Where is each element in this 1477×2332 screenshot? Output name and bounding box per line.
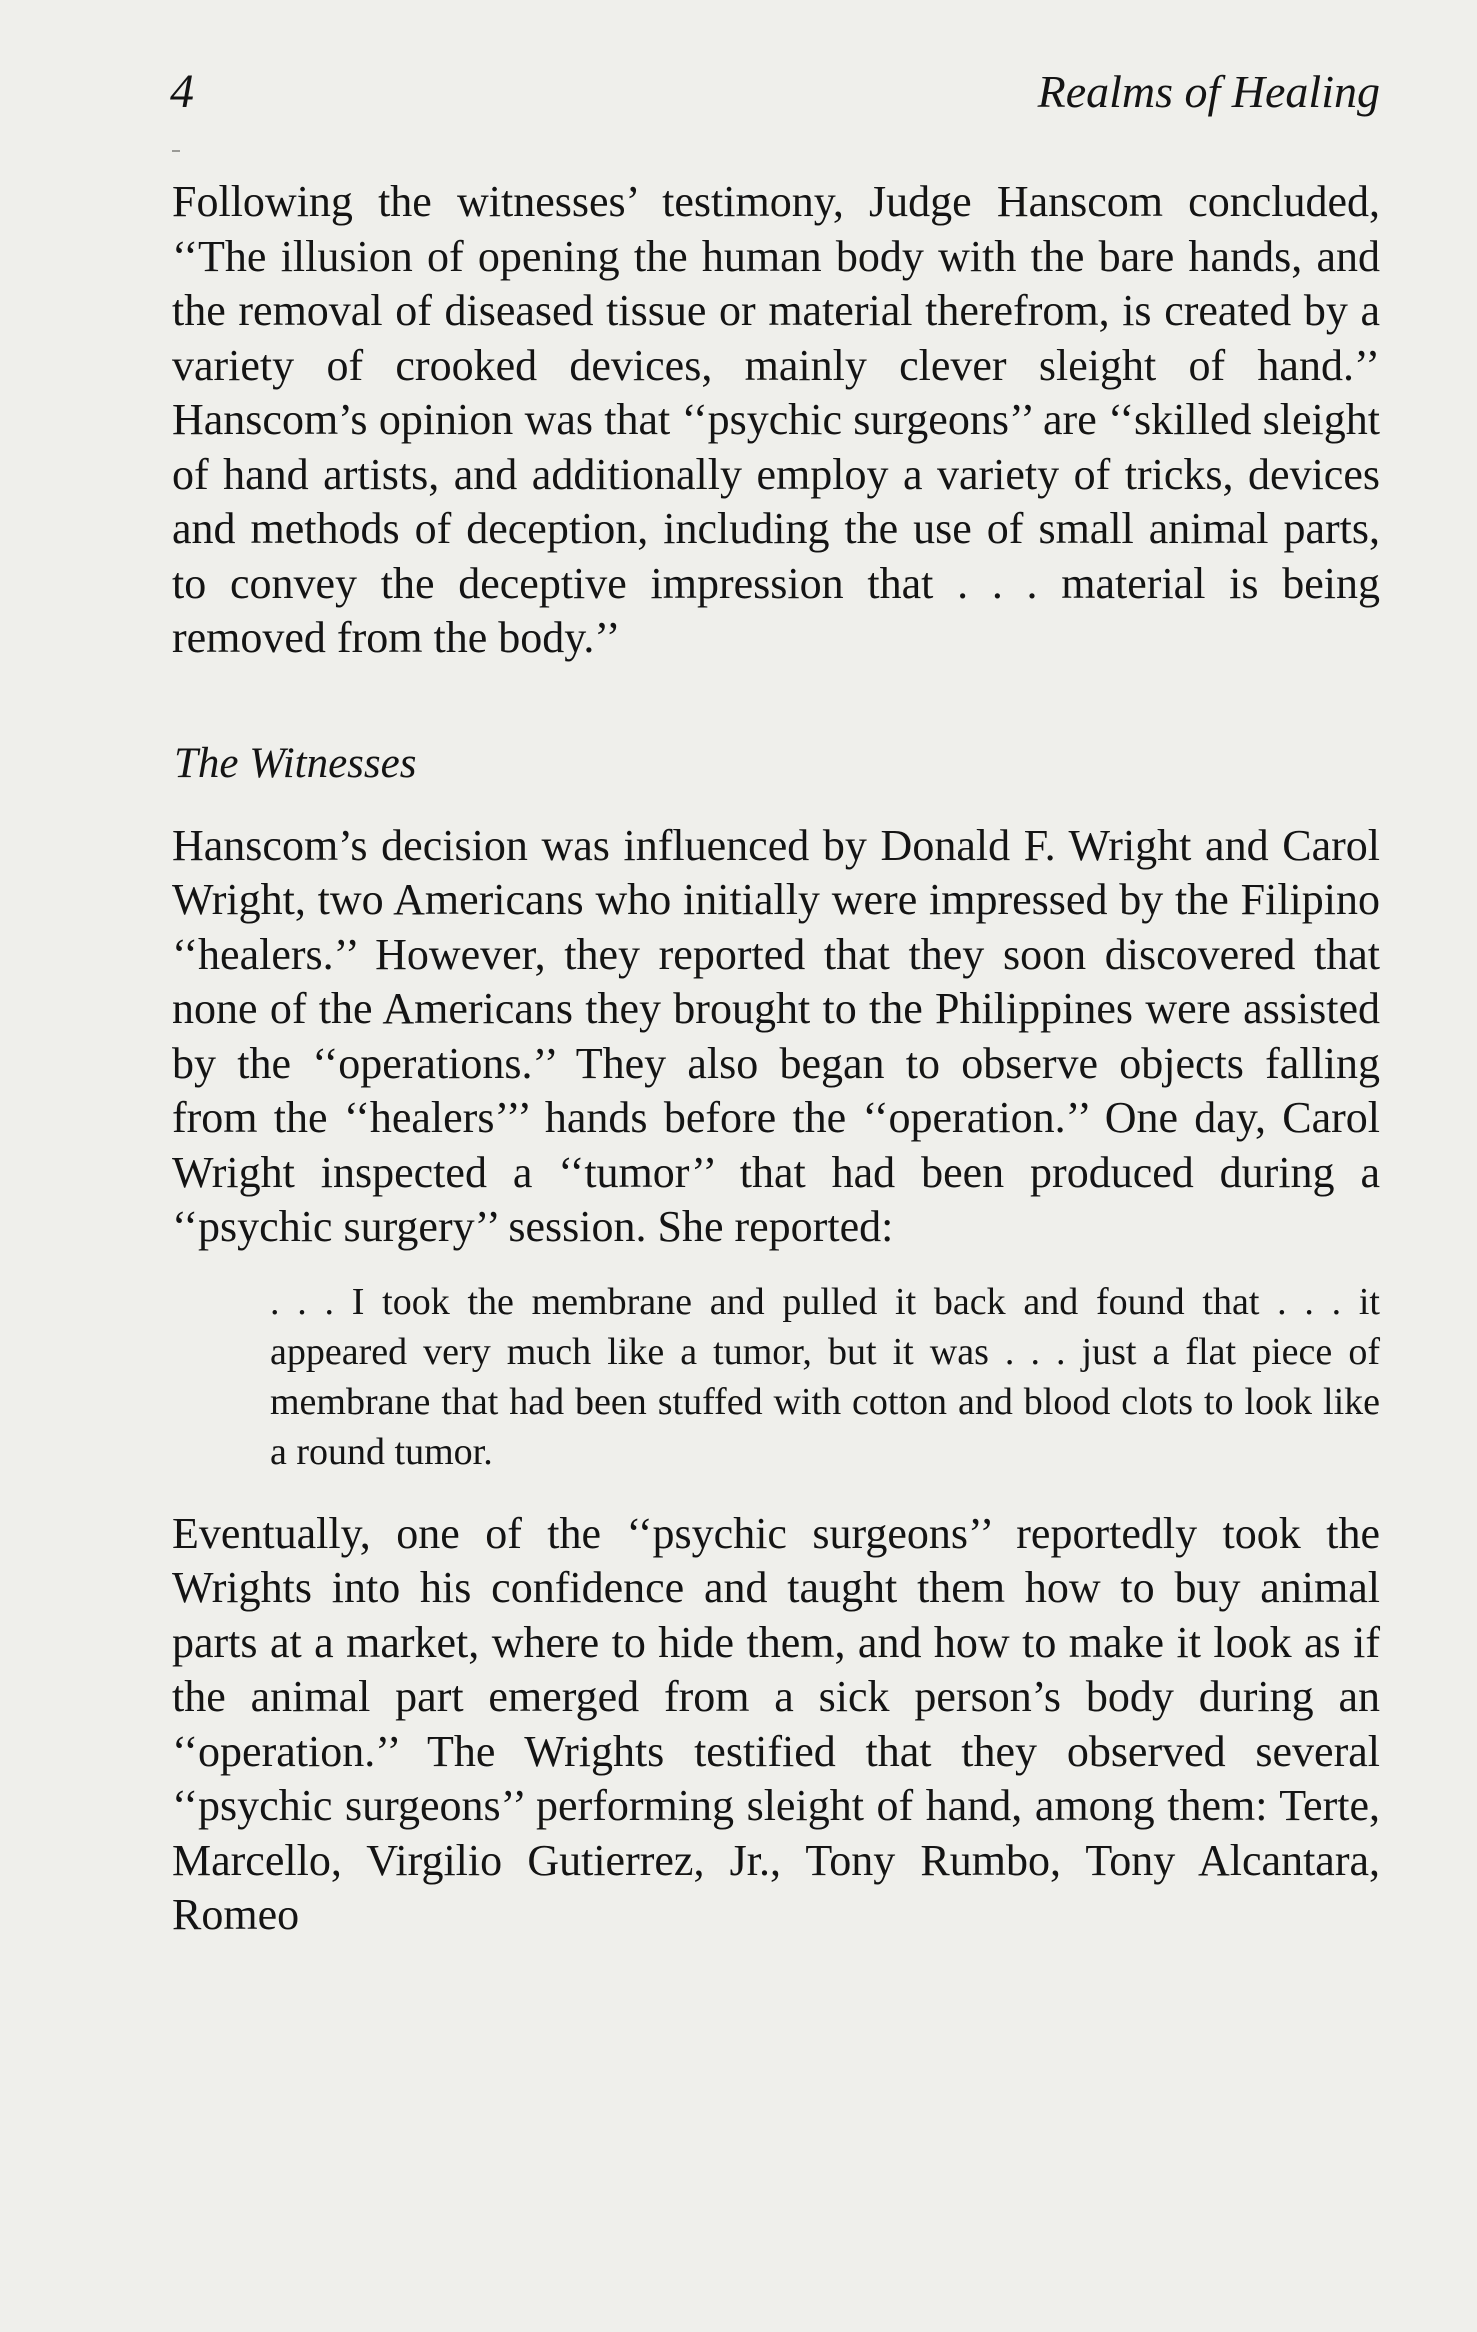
paragraph: Following the witnesses’ testimony, Judge Hanscom concluded, ‘‘The illusion of opening the human body with the bare hands, and the removal of diseased tissue or material therefrom, is created by a variety of crooked devices, mainly clever sleight of hand.’’ Hanscom’s opinion was that ‘‘psychic surgeons’’ are ‘‘skilled sleight of hand artists, and additionally employ a variety of tricks, devices and methods of deception, including the use of small animal parts, to convey the deceptive impression that . . . material is being removed from the body.’’	[172, 177, 1380, 662]
block-quote: . . . I took the membrane and pulled it back and found that . . . it appeared very much like a tumor, but it was . . . just a flat piece of membrane that had been stuffed with cotton and blood clots to look like a round tumor.	[270, 1280, 1380, 1473]
section-heading: The Witnesses	[174, 739, 417, 787]
page-body	[172, 175, 1380, 1943]
running-head: Realms of Healing	[1037, 66, 1380, 117]
print-mark	[172, 150, 180, 152]
page-header	[168, 62, 1380, 122]
paragraph: Hanscom’s decision was influenced by Donald F. Wright and Carol Wright, two Americans who initially were impressed by the Filipino ‘‘healers.’’ However, they reported that they soon discovered that none of the Americans they brought to the Philippines were assisted by the ‘‘operations.’’ They also began to observe objects falling from the ‘‘healers’’’ hands before the ‘‘operation.’’ One day, Carol Wright inspected a ‘‘tumor’’ that had been produced during a ‘‘psychic surgery’’ session. She reported:	[172, 820, 1380, 1251]
paragraph: Eventually, one of the ‘‘psychic surgeons’’ reportedly took the Wrights into his confidence and taught them how to buy animal parts at a market, where to hide them, and how to make it look as if the animal part emerged from a sick person’s body during an ‘‘operation.’’ The Wrights testified that they observed several ‘‘psychic surgeons’’ performing sleight of hand, among them: Terte, Marcello, Virgilio Gutierrez, Jr., Tony Rumbo, Tony Alcantara, Romeo	[172, 1508, 1380, 1939]
page-number: 4	[170, 65, 194, 118]
